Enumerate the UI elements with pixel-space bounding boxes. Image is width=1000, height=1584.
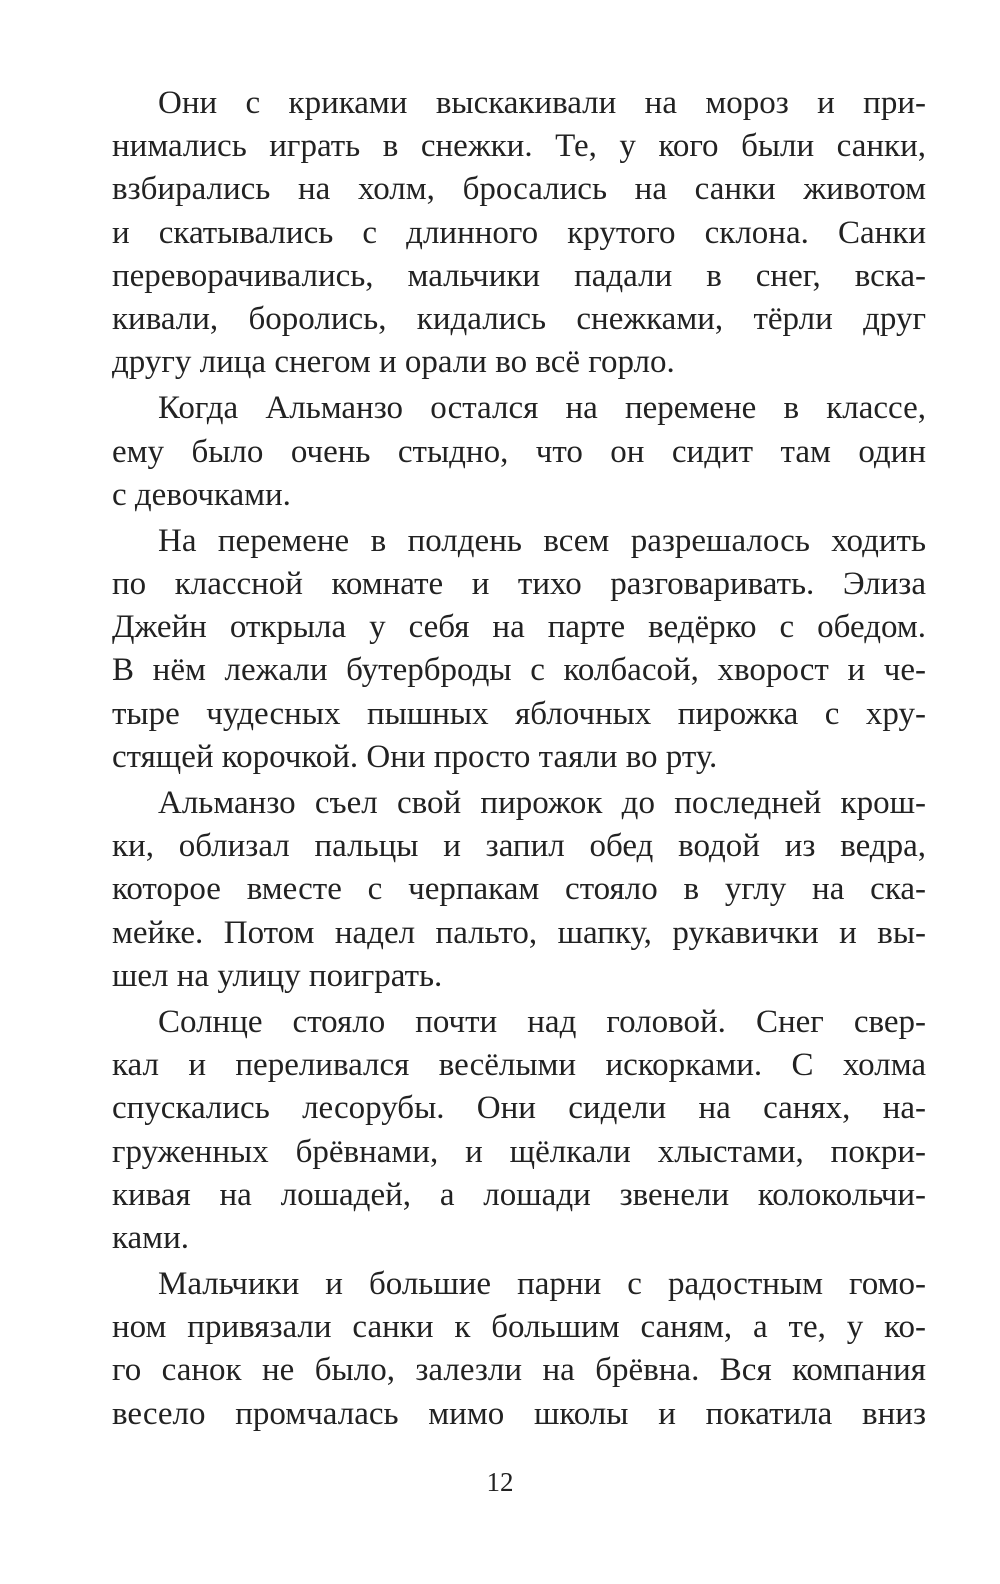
paragraph xyxy=(112,387,926,517)
text-line: груженных брёвнами, и щёлкали хлыстами, покри- xyxy=(112,1133,926,1170)
text-line: весело промчалась мимо школы и покатила вниз xyxy=(112,1395,926,1432)
text-line: которое вместе с черпакам стояло в углу на ска- xyxy=(112,871,926,908)
text-line: ему было очень стыдно, что он сидит там один xyxy=(112,433,926,470)
text-line: взбирались на холм, бросались на санки животом xyxy=(112,171,926,208)
text-line: кал и переливался весёлыми искорками. С холма xyxy=(112,1047,926,1084)
text-line: тыре чудесных пышных яблочных пирожка с хру- xyxy=(112,695,926,732)
text-line: другу лица снегом и орали во всё горло. xyxy=(112,344,675,381)
text-line: с девочками. xyxy=(112,476,291,513)
text-line: по классной комнате и тихо разговаривать. Элиза xyxy=(112,566,926,603)
text-line: кивали, боролись, кидались снежками, тёрли друг xyxy=(112,300,926,337)
paragraph xyxy=(112,82,926,384)
text-line: кивая на лошадей, а лошади звенели колокольчи- xyxy=(112,1176,926,1213)
text-line: Они с криками выскакивали на мороз и при- xyxy=(158,85,926,121)
page-number: 12 xyxy=(486,1467,514,1497)
paragraph xyxy=(112,1001,926,1260)
text-line: мейке. Потом надел пальто, шапку, рукавички и вы- xyxy=(112,914,926,951)
text-line: спускались лесорубы. Они сидели на санях, на- xyxy=(112,1090,926,1127)
text-line: шел на улицу поиграть. xyxy=(112,957,443,994)
paragraph xyxy=(112,520,926,779)
text-line: Альманзо съел свой пирожок до последней крош- xyxy=(158,785,926,821)
text-line: го санок не было, залезли на брёвна. Вся компания xyxy=(112,1352,926,1389)
text-line: Мальчики и большие парни с радостным гомо- xyxy=(158,1266,926,1303)
body-text xyxy=(112,82,926,1436)
text-line: Джейн открыла у себя на парте ведёрко с обедом. xyxy=(112,609,926,646)
text-line: ками. xyxy=(112,1219,189,1256)
text-line: стящей корочкой. Они просто таяли во рту. xyxy=(112,738,718,775)
text-line: и скатывались с длинного крутого склона. Санки xyxy=(112,214,926,251)
paragraph xyxy=(112,782,926,998)
text-line: Солнце стояло почти над головой. Снег свер- xyxy=(158,1003,926,1040)
text-line: Когда Альманзо остался на перемене в классе, xyxy=(158,390,926,427)
text-line: переворачивались, мальчики падали в снег, вска- xyxy=(112,257,926,294)
text-line: На перемене в полдень всем разрешалось ходить xyxy=(158,522,926,559)
paragraph xyxy=(112,1263,926,1436)
text-line: В нём лежали бутерброды с колбасой, хворост и че- xyxy=(112,652,926,689)
text-line: ном привязали санки к большим саням, а те, у ко- xyxy=(112,1309,926,1346)
text-line: нимались играть в снежки. Те, у кого были санки, xyxy=(112,128,926,165)
text-line: ки, облизал пальцы и запил обед водой из ведра, xyxy=(112,828,926,865)
